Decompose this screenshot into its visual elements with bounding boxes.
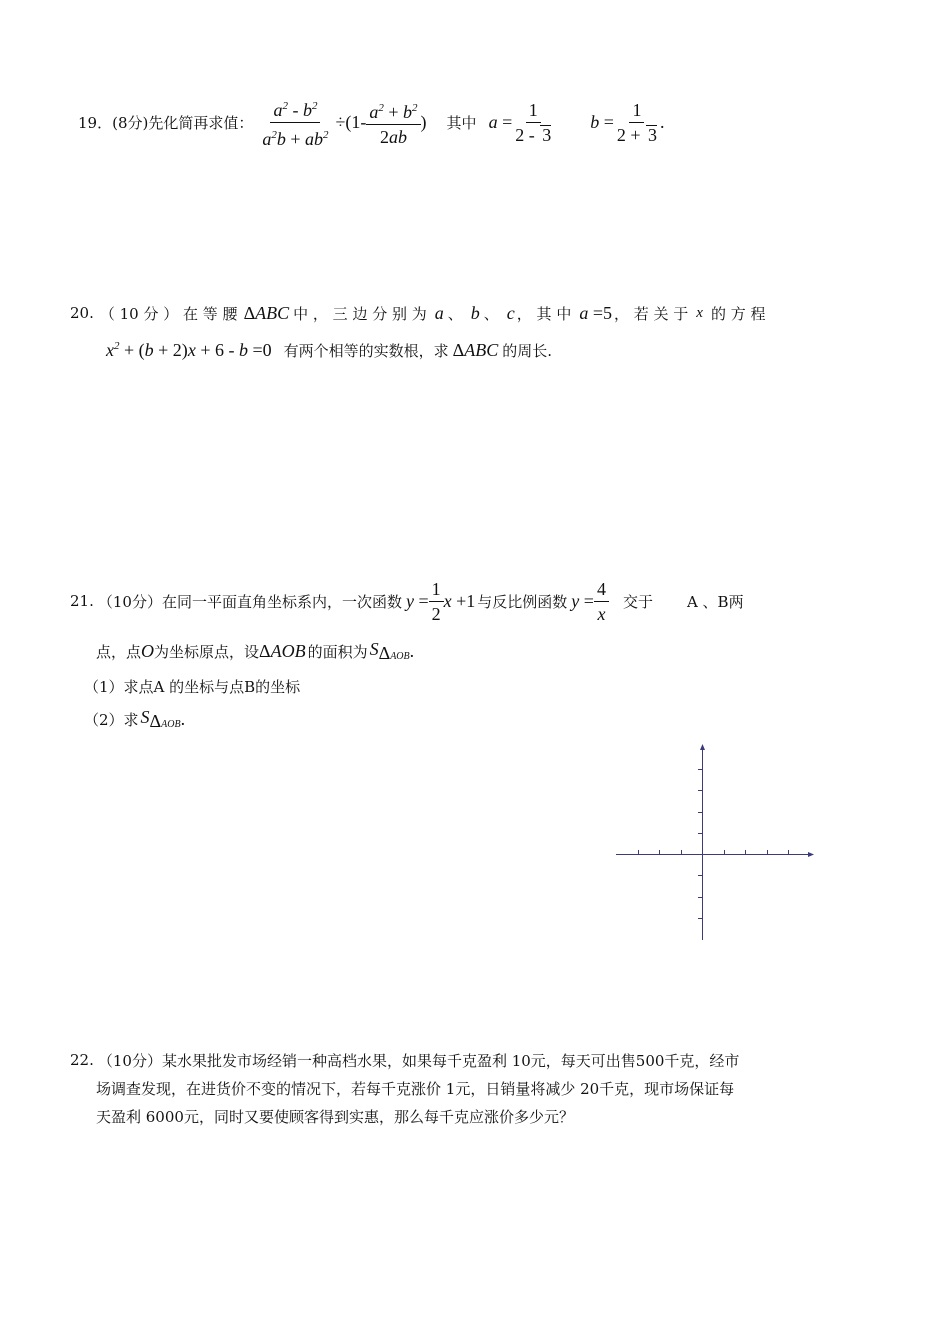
q21-text-3: 交于	[622, 592, 653, 611]
q19-score: (8分)	[112, 113, 149, 132]
q21-number: 21.	[70, 592, 94, 610]
q22-text-3: 天盈利 6000元，同时又要使顾客得到实惠，那么每千克应涨价多少元？	[96, 1107, 574, 1126]
q21-area-symbol-2: $S_{\Delta AOB}$	[140, 706, 181, 731]
q21-triangle-aob: ΔAOB	[259, 640, 306, 661]
q20-number: 20.	[70, 304, 94, 322]
question-21-part-1	[84, 674, 300, 698]
q20-side-b: b	[470, 302, 480, 323]
question-22-line-1	[70, 1048, 739, 1072]
q22-text-1: （10分）某水果批发市场经销一种高档水果，如果每千克盈利 10元，每天可出售500千克，经市	[97, 1051, 740, 1070]
q21-inverse-y: y =	[571, 590, 594, 611]
q22-text-2: 场调查发现，在进货价不变的情况下，若每千克涨价 1元，日销量将减少 20千克，现市场保证每	[96, 1079, 735, 1098]
question-19	[78, 92, 665, 152]
y-axis-arrow	[700, 744, 705, 750]
q19-a-equals: a =	[488, 111, 513, 132]
q19-a-fraction: $\frac{1}{2 - 3}$	[515, 99, 552, 145]
y-axis-ticks	[698, 770, 702, 919]
q20-a-equals-5: a =5	[579, 302, 612, 323]
q20-side-c: c	[506, 302, 515, 323]
q20-text-3: ， 其 中	[516, 304, 572, 323]
q19-close-paren: )	[420, 111, 427, 132]
q21-linear-rest: x +1	[443, 590, 476, 611]
q21-point-o: O	[141, 640, 155, 661]
q21-part-2-text: （2）求	[84, 710, 139, 729]
question-21-part-2	[84, 706, 185, 732]
q21-text-6: 为坐标原点，设	[154, 642, 260, 661]
q20-triangle-abc-2: ΔABC	[452, 339, 499, 360]
q21-end-1: .	[409, 640, 415, 661]
q19-prompt: 先化简再求值：	[148, 113, 254, 132]
q19-b-equals: b =	[590, 111, 614, 132]
q21-linear-y: y =	[405, 590, 429, 611]
question-21-line-2	[96, 638, 414, 664]
q20-text-5: 的 方 程	[710, 304, 766, 323]
q22-number: 22.	[70, 1051, 94, 1069]
q20-sep-2: 、	[483, 304, 499, 323]
q20-triangle-abc: ΔABC	[243, 302, 290, 323]
q20-text-4: ， 若 关 于	[613, 304, 689, 323]
q21-text-7: 的面积为	[307, 642, 368, 661]
q21-text-4: A 、B两	[686, 592, 744, 611]
x-axis-ticks	[639, 850, 789, 854]
question-22-line-2	[96, 1076, 734, 1100]
q20-text-2: 中 ， 三 边 分 别 为	[293, 304, 427, 323]
question-21-line-1	[70, 576, 744, 626]
q21-text-2: 与反比例函数	[477, 592, 568, 611]
q21-text-1: （10分）在同一平面直角坐标系内，一次函数	[97, 592, 402, 611]
q20-var-x: x	[696, 304, 703, 321]
q19-number: 19．	[78, 113, 113, 132]
q20-text-7: 的周长.	[502, 341, 552, 360]
q19-divide-open: ÷(1-	[335, 111, 367, 132]
q21-end-2: .	[180, 708, 186, 729]
q19-where: 其中	[446, 113, 477, 132]
q20-text-1: （ 10 分 ） 在 等 腰	[99, 304, 238, 323]
coordinate-axes	[612, 742, 818, 944]
q20-text-6: 有两个相等的实数根，求	[283, 341, 449, 360]
q19-fraction-2: $\frac{a^2 + b^2}{2ab}$	[366, 98, 420, 147]
x-axis-arrow	[808, 852, 814, 857]
q20-side-a: a	[434, 302, 444, 323]
q21-inverse-fraction: $\frac{4}{x}$	[594, 579, 609, 624]
question-20-line-1	[70, 300, 766, 326]
q20-sep-1: 、	[447, 304, 463, 323]
q21-area-symbol: $S_{\Delta AOB}$	[369, 638, 410, 663]
q21-half-fraction: $\frac{1}{2}$	[429, 579, 444, 624]
question-20-line-2	[106, 337, 552, 363]
q19-end: .	[660, 111, 665, 132]
q20-equation: $x^2 + (b + 2)x + 6 - b =0$	[106, 339, 272, 360]
question-22-line-3	[96, 1104, 574, 1128]
q19-b-fraction: $\frac{1}{2 + 3}$	[616, 99, 658, 145]
q21-text-5: 点，点	[96, 642, 142, 661]
q19-fraction-1: $\frac{a^2 - b^2}{a^2b + ab^2}$	[259, 96, 331, 149]
q21-part-1-text: （1）求点A 的坐标与点B的坐标	[84, 677, 301, 696]
